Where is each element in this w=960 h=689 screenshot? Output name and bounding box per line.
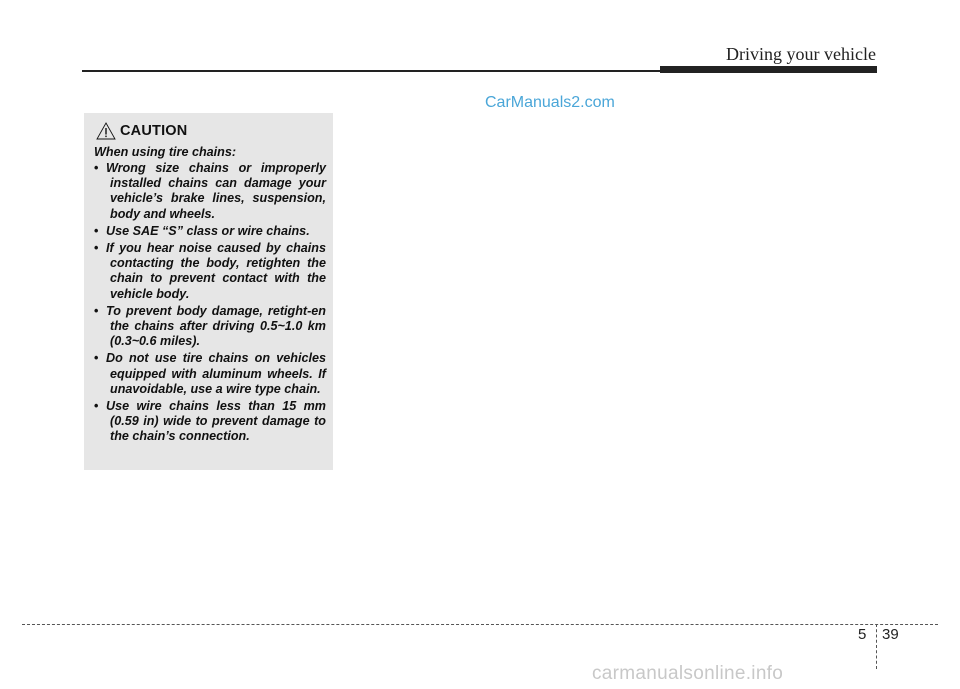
caution-item-text: Use SAE “S” class or wire chains. [106, 223, 310, 238]
section-title: Driving your vehicle [726, 44, 876, 64]
caution-item [94, 399, 326, 445]
caution-item-text: If you hear noise caused by chains contacting the body, retighten the chain to prevent contact with the vehicle body. [106, 241, 326, 301]
caution-item-text: Wrong size chains or improperly installed chains can damage your vehicle’s brake lines, suspension, body and wheels. [106, 161, 326, 221]
caution-list [94, 161, 326, 445]
bullet-icon: • [94, 161, 99, 175]
warning-triangle-icon [96, 122, 116, 140]
page-number-separator [876, 624, 877, 669]
header-rule-thick [660, 66, 877, 73]
watermark-bottom[interactable]: carmanualsonline.info [592, 663, 784, 684]
header-rule-thin [82, 70, 662, 72]
caution-title: CAUTION [120, 123, 188, 139]
caution-item-text: Use wire chains less than 15 mm (0.59 in) wide to prevent damage to the chain’s connection. [106, 399, 326, 444]
bullet-icon: • [94, 399, 99, 414]
caution-item [94, 304, 326, 350]
bullet-icon: • [94, 241, 99, 256]
caution-item [94, 161, 326, 222]
bullet-icon: • [94, 351, 99, 366]
caution-item [94, 224, 326, 239]
caution-item [94, 241, 326, 302]
footer-dashed-rule [22, 624, 938, 625]
caution-header [96, 121, 326, 141]
caution-item [94, 351, 326, 397]
caution-item-text: Do not use tire chains on vehicles equipped with aluminum wheels. If unavoidable, use a wire type chain. [106, 351, 326, 396]
page-number: 39 [882, 626, 899, 643]
chapter-number: 5 [858, 626, 867, 643]
caution-intro: When using tire chains: [94, 145, 237, 159]
bullet-icon: • [94, 223, 99, 238]
caution-box [84, 113, 333, 470]
caution-item-text: To prevent body damage, retight-en the chains after driving 0.5~1.0 km (0.3~0.6 miles). [106, 303, 326, 349]
bullet-icon: • [94, 303, 99, 318]
watermark-top[interactable]: CarManuals2.com [485, 94, 615, 111]
